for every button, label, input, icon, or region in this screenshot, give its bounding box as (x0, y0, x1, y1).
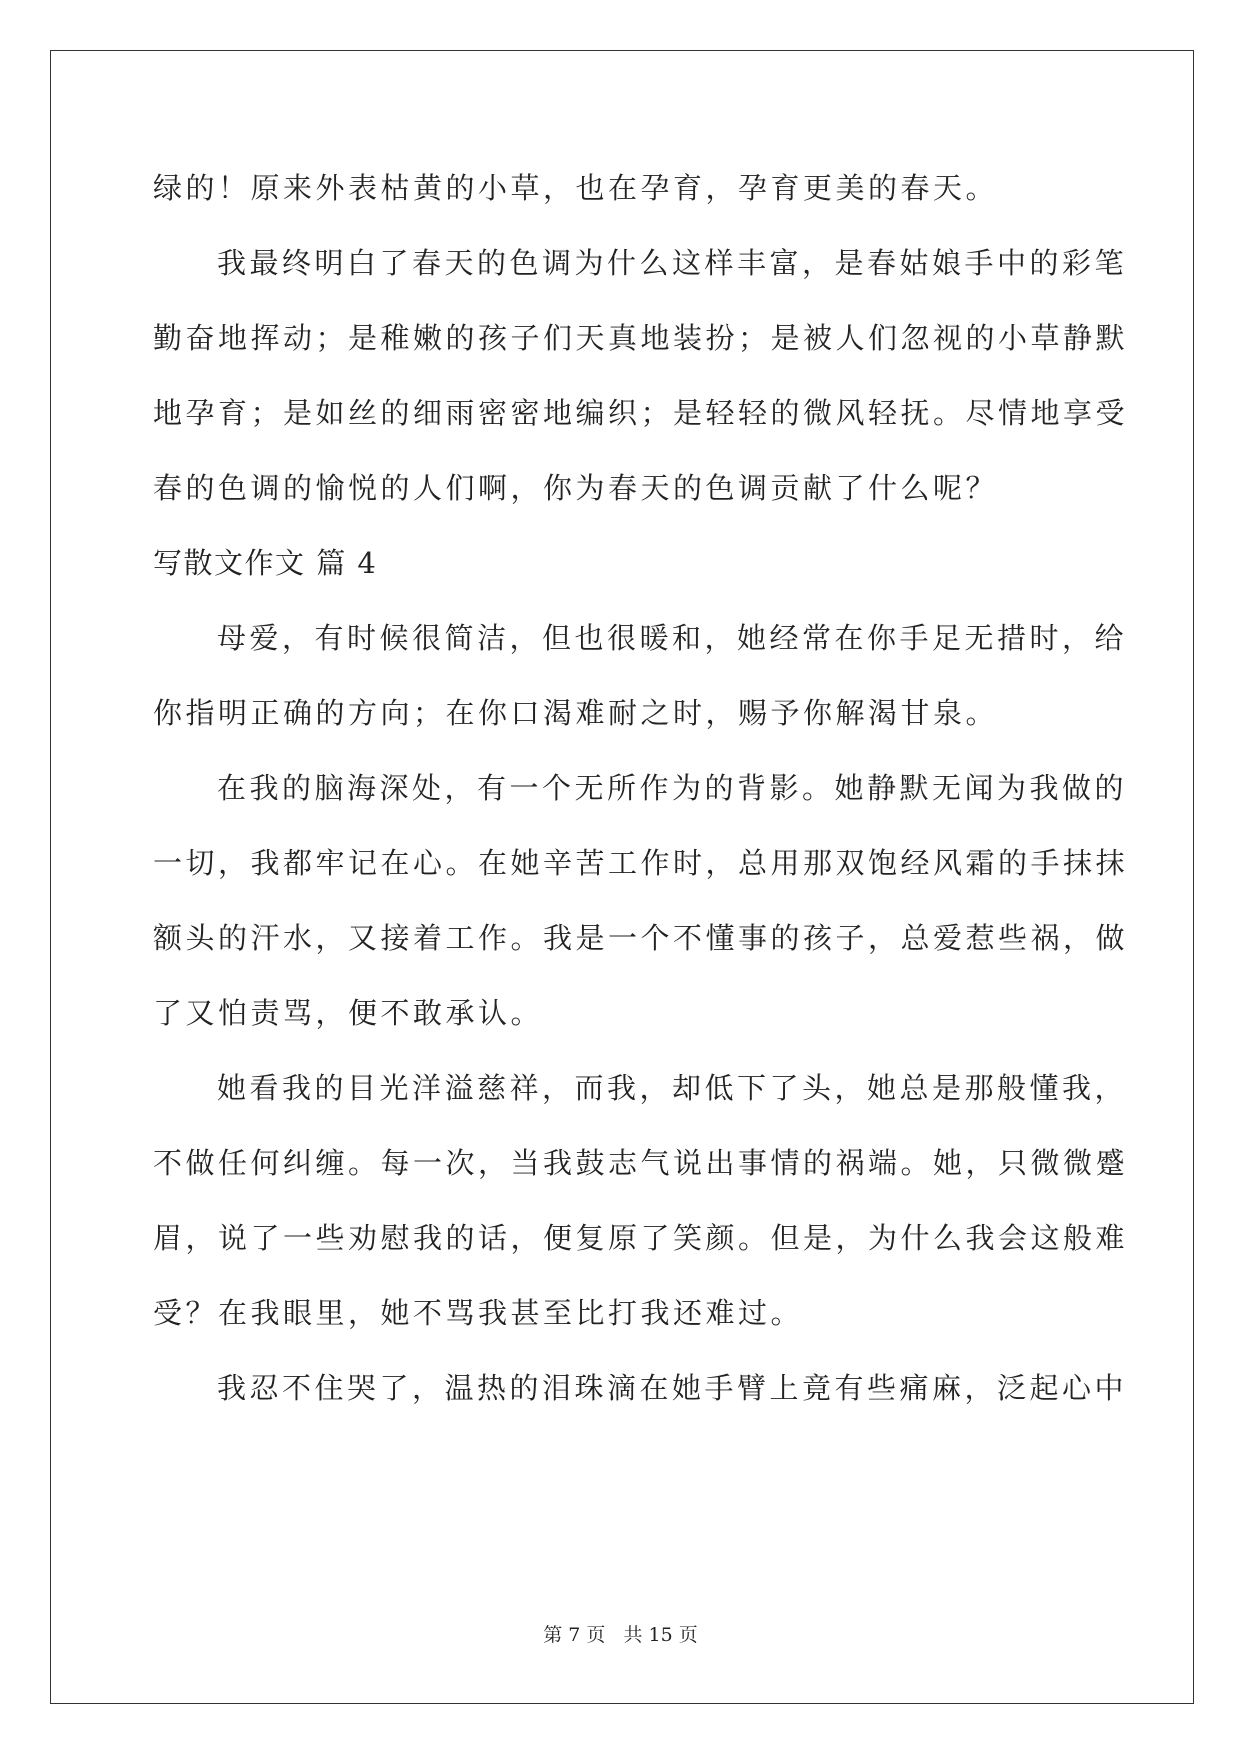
text-line-3: 勤奋地挥动；是稚嫩的孩子们天真地装扮；是被人们忽视的小草静默 (153, 321, 1129, 355)
text-line-1: 绿的！原来外表枯黄的小草，也在孕育，孕育更美的春天。 (153, 171, 999, 205)
text-line-2: 我最终明白了春天的色调为什么这样丰富，是春姑娘手中的彩笔 (217, 246, 1128, 280)
text-line-12: 了又怕责骂，便不敢承认。 (153, 996, 544, 1030)
document-body (153, 160, 1129, 1435)
text-line-7: 母爱，有时候很简洁，但也很暖和，她经常在你手足无措时，给 (217, 621, 1128, 655)
text-line-15: 眉，说了一些劝慰我的话，便复原了笑颜。但是，为什么我会这般难 (153, 1221, 1129, 1255)
text-line-10: 一切，我都牢记在心。在她辛苦工作时，总用那双饱经风霜的手抹抹 (153, 846, 1129, 880)
text-line-17: 我忍不住哭了，温热的泪珠滴在她手臂上竟有些痛麻，泛起心中 (217, 1371, 1128, 1405)
text-line-9: 在我的脑海深处，有一个无所作为的背影。她静默无闻为我做的 (217, 771, 1128, 805)
text-line-5: 春的色调的愉悦的人们啊，你为春天的色调贡献了什么呢？ (153, 471, 999, 505)
text-line-11: 额头的汗水，又接着工作。我是一个不懂事的孩子，总爱惹些祸，做 (153, 921, 1129, 955)
page-footer (0, 1620, 1241, 1647)
text-line-16: 受？在我眼里，她不骂我甚至比打我还难过。 (153, 1296, 804, 1330)
section-heading: 写散文作文 篇 4 (153, 546, 378, 580)
text-line-13: 她看我的目光洋溢慈祥，而我，却低下了头，她总是那般懂我， (217, 1071, 1128, 1105)
text-line-8: 你指明正确的方向；在你口渴难耐之时，赐予你解渴甘泉。 (153, 696, 999, 730)
page-number: 第 7 页 (543, 1624, 606, 1646)
page-total: 共 15 页 (623, 1624, 698, 1646)
text-line-4: 地孕育；是如丝的细雨密密地编织；是轻轻的微风轻抚。尽情地享受 (153, 396, 1129, 430)
text-line-14: 不做任何纠缠。每一次，当我鼓志气说出事情的祸端。她，只微微蹙 (153, 1146, 1129, 1180)
